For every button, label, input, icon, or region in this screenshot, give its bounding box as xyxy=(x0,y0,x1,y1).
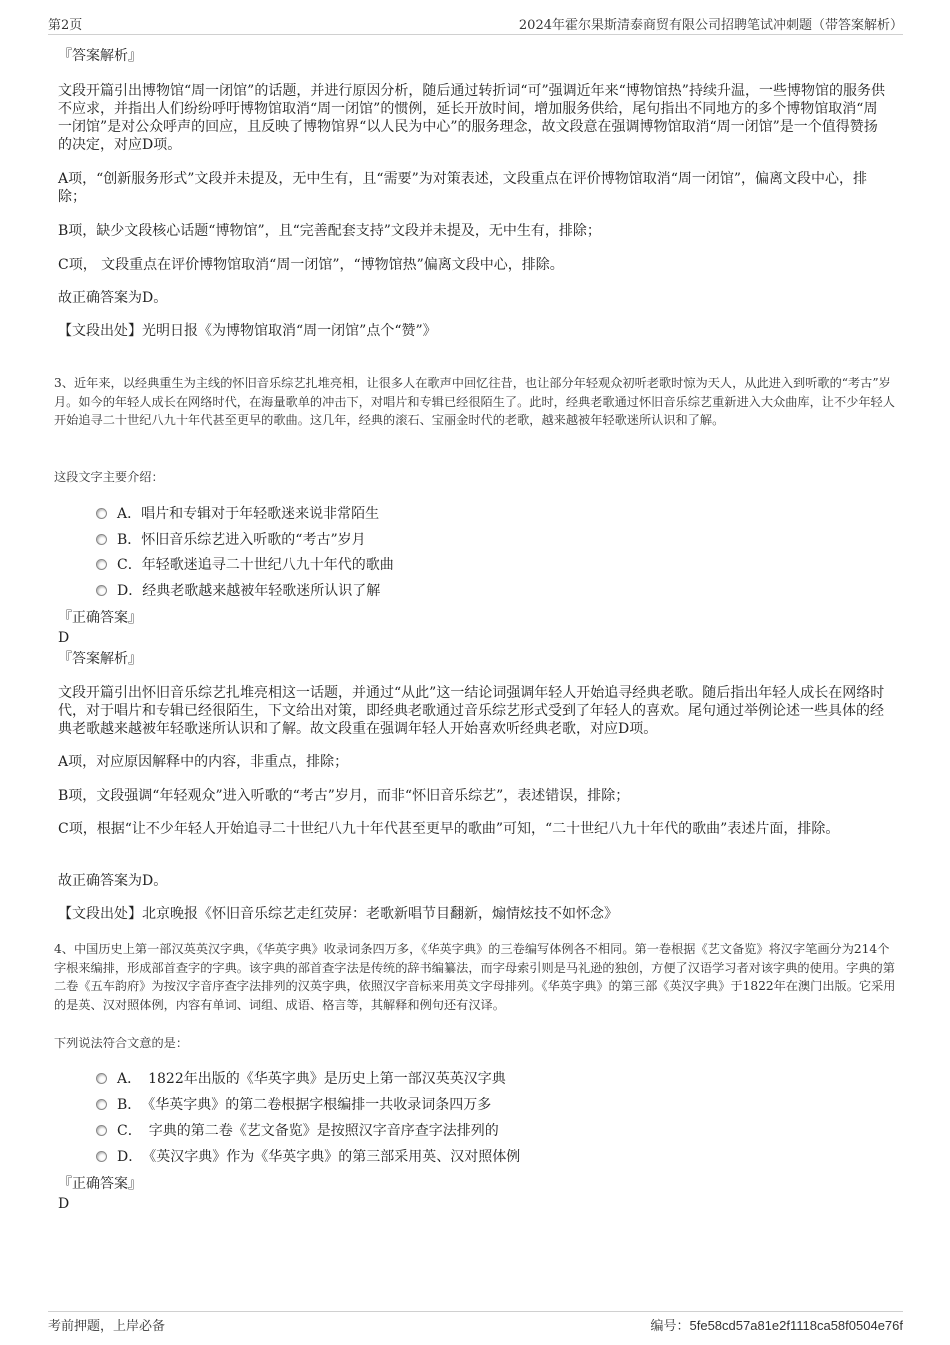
page-header xyxy=(48,14,903,35)
q3-option-b-text: B．怀旧音乐综艺进入听歌的“考古”岁月 xyxy=(117,532,366,548)
q4-stem: 4、中国历史上第一部汉英英汉字典，《华英字典》收录词条四万多，《华英字典》的三卷编写体例各不相同。第一卷根据《艺文备览》将汉字笔画分为214个字根来编排，形成部首查字的字典。该字典的部首查字法是传统的辞书编纂法，而字母索引则是马礼逊的独创，方便了汉语学习者对该字典的使用。字典的第二卷《五车韵府》为按汉字音序查字法排列的汉英字典，依照汉字音标来用英文字母排列。《华英字典》的第三部《英汉字典》于1822年在澳门出版。它采用的是英、汉对照体例，内容有单词、词组、成语、格言等，其解释和例句还有汉译。 xyxy=(54,942,896,1012)
document-code xyxy=(650,1315,903,1334)
q3-question: 这段文字主要介绍： xyxy=(54,470,164,484)
q4-option-d[interactable] xyxy=(96,1148,520,1166)
q4-answer: D xyxy=(58,1196,70,1212)
q4-option-a[interactable] xyxy=(96,1070,506,1088)
page-number: 第2页 xyxy=(48,18,83,33)
q4-answer-label: 『正确答案』 xyxy=(58,1176,142,1192)
radio-icon[interactable] xyxy=(96,1073,107,1084)
q3-answer: D xyxy=(58,630,70,646)
q3-option-c-text: C．年轻歌迷追寻二十世纪八九十年代的歌曲 xyxy=(117,557,394,573)
q4-option-b[interactable] xyxy=(96,1096,491,1114)
document-code-value: 5fe58cd57a81e2f1118ca58f0504e76f xyxy=(689,1318,903,1333)
q3-note-a: A项，对应原因解释中的内容，非重点，排除； xyxy=(58,754,349,770)
q2-analysis-label: 『答案解析』 xyxy=(58,48,142,64)
q4-option-a-text: A． 1822年出版的《华英字典》是历史上第一部汉英英汉字典 xyxy=(117,1071,506,1087)
q4-option-d-text: D． 《英汉字典》作为《华英字典》的第三部采用英、汉对照体例 xyxy=(117,1149,521,1165)
q2-note-c: C项， 文段重点在评价博物馆取消“周一闭馆”，“博物馆热”偏离文段中心，排除。 xyxy=(58,257,564,273)
q3-answer-label: 『正确答案』 xyxy=(58,610,142,626)
footer-slogan: 考前押题，上岸必备 xyxy=(48,1319,166,1334)
q3-option-d-text: D．经典老歌越来越被年轻歌迷所认识了解 xyxy=(117,583,381,599)
q4-option-b-text: B． 《华英字典》的第二卷根据字根编排一共收录词条四万多 xyxy=(117,1097,492,1113)
q4-option-c-text: C． 字典的第二卷《艺文备览》是按照汉字音序查字法排列的 xyxy=(117,1123,499,1139)
q3-option-c[interactable] xyxy=(96,556,394,574)
radio-icon[interactable] xyxy=(96,559,107,570)
q2-analysis-text: 文段开篇引出博物馆“周一闭馆”的话题，并进行原因分析，随后通过转折词“可”强调近年来“博物馆热”持续升温，一些博物馆的服务供不应求，并指出人们纷纷呼吁博物馆取消“周一闭馆”的惯例，延长开放时间，增加服务供给，尾句指出不同地方的多个博物馆取消“周一闭馆”是对公众呼声的回应，且反映了博物馆界“以人民为中心”的服务理念，故文段意在强调博物馆取消“周一闭馆”是一个值得赞扬的决定，对应D项。 xyxy=(58,83,885,153)
radio-icon[interactable] xyxy=(96,1125,107,1136)
document-title: 2024年霍尔果斯清泰商贸有限公司招聘笔试冲刺题（带答案解析） xyxy=(518,18,903,33)
q2-note-b: B项，缺少文段核心话题“博物馆”，且“完善配套支持”文段并未提及，无中生有，排除； xyxy=(58,223,601,239)
q3-option-a-text: A．唱片和专辑对于年轻歌迷来说非常陌生 xyxy=(117,506,380,522)
radio-icon[interactable] xyxy=(96,1151,107,1162)
q4-question: 下列说法符合文意的是： xyxy=(54,1036,189,1050)
q3-option-d[interactable] xyxy=(96,582,380,600)
radio-icon[interactable] xyxy=(96,1099,107,1110)
radio-icon[interactable] xyxy=(96,508,107,519)
q3-option-b[interactable] xyxy=(96,531,366,549)
q3-stem: 3、近年来，以经典重生为主线的怀旧音乐综艺扎堆亮相，让很多人在歌声中回忆往昔，也让部分年轻观众初听老歌时惊为天人，从此进入到听歌的“考古”岁月。如今的年轻人成长在网络时代，在海量歌单的冲击下，对唱片和专辑已经很陌生了。此时，经典老歌通过怀旧音乐综艺重新进入大众曲库，让不少年轻人开始追寻二十世纪八九十年代甚至更早的歌曲。这几年，经典的滚石、宝丽金时代的老歌，越来越被年轻歌迷所认识和了解。 xyxy=(54,376,895,427)
radio-icon[interactable] xyxy=(96,585,107,596)
document-code-label: 编号： xyxy=(650,1319,690,1334)
q3-note-b: B项，文段强调“年轻观众”进入听歌的“考古”岁月，而非“怀旧音乐综艺”，表述错误，排除； xyxy=(58,788,630,804)
q3-analysis-label: 『答案解析』 xyxy=(58,651,142,667)
q3-option-a[interactable] xyxy=(96,505,379,523)
q3-note-c: C项，根据“让不少年轻人开始追寻二十世纪八九十年代甚至更早的歌曲”可知，“二十世纪八九十年代的歌曲”表述片面，排除。 xyxy=(58,821,840,837)
q3-analysis-text: 文段开篇引出怀旧音乐综艺扎堆亮相这一话题，并通过“从此”这一结论词强调年轻人开始追寻经典老歌。随后指出年轻人成长在网络时代，对于唱片和专辑已经很陌生，下文给出对策，即经典老歌通过音乐综艺形式受到了年轻人的喜欢。尾句通过举例论述一些具体的经典老歌越来越被年轻歌迷所认识和了解。故文段重在强调年轻人开始喜欢听经典老歌，对应D项。 xyxy=(58,685,885,737)
radio-icon[interactable] xyxy=(96,534,107,545)
q4-option-c[interactable] xyxy=(96,1122,499,1140)
q2-source: 【文段出处】光明日报《为博物馆取消“周一闭馆”点个“赞”》 xyxy=(58,323,437,339)
q3-source: 【文段出处】北京晚报《怀旧音乐综艺走红荧屏：老歌新唱节目翻新，煽情炫技不如怀念》 xyxy=(58,906,618,922)
q2-note-a: A项，“创新服务形式”文段并未提及，无中生有，且“需要”为对策表述，文段重点在评价博物馆取消“周一闭馆”，偏离文段中心，排除； xyxy=(58,171,868,205)
q3-conclusion: 故正确答案为D。 xyxy=(58,873,168,889)
q2-conclusion: 故正确答案为D。 xyxy=(58,290,168,306)
page-footer xyxy=(48,1311,903,1334)
